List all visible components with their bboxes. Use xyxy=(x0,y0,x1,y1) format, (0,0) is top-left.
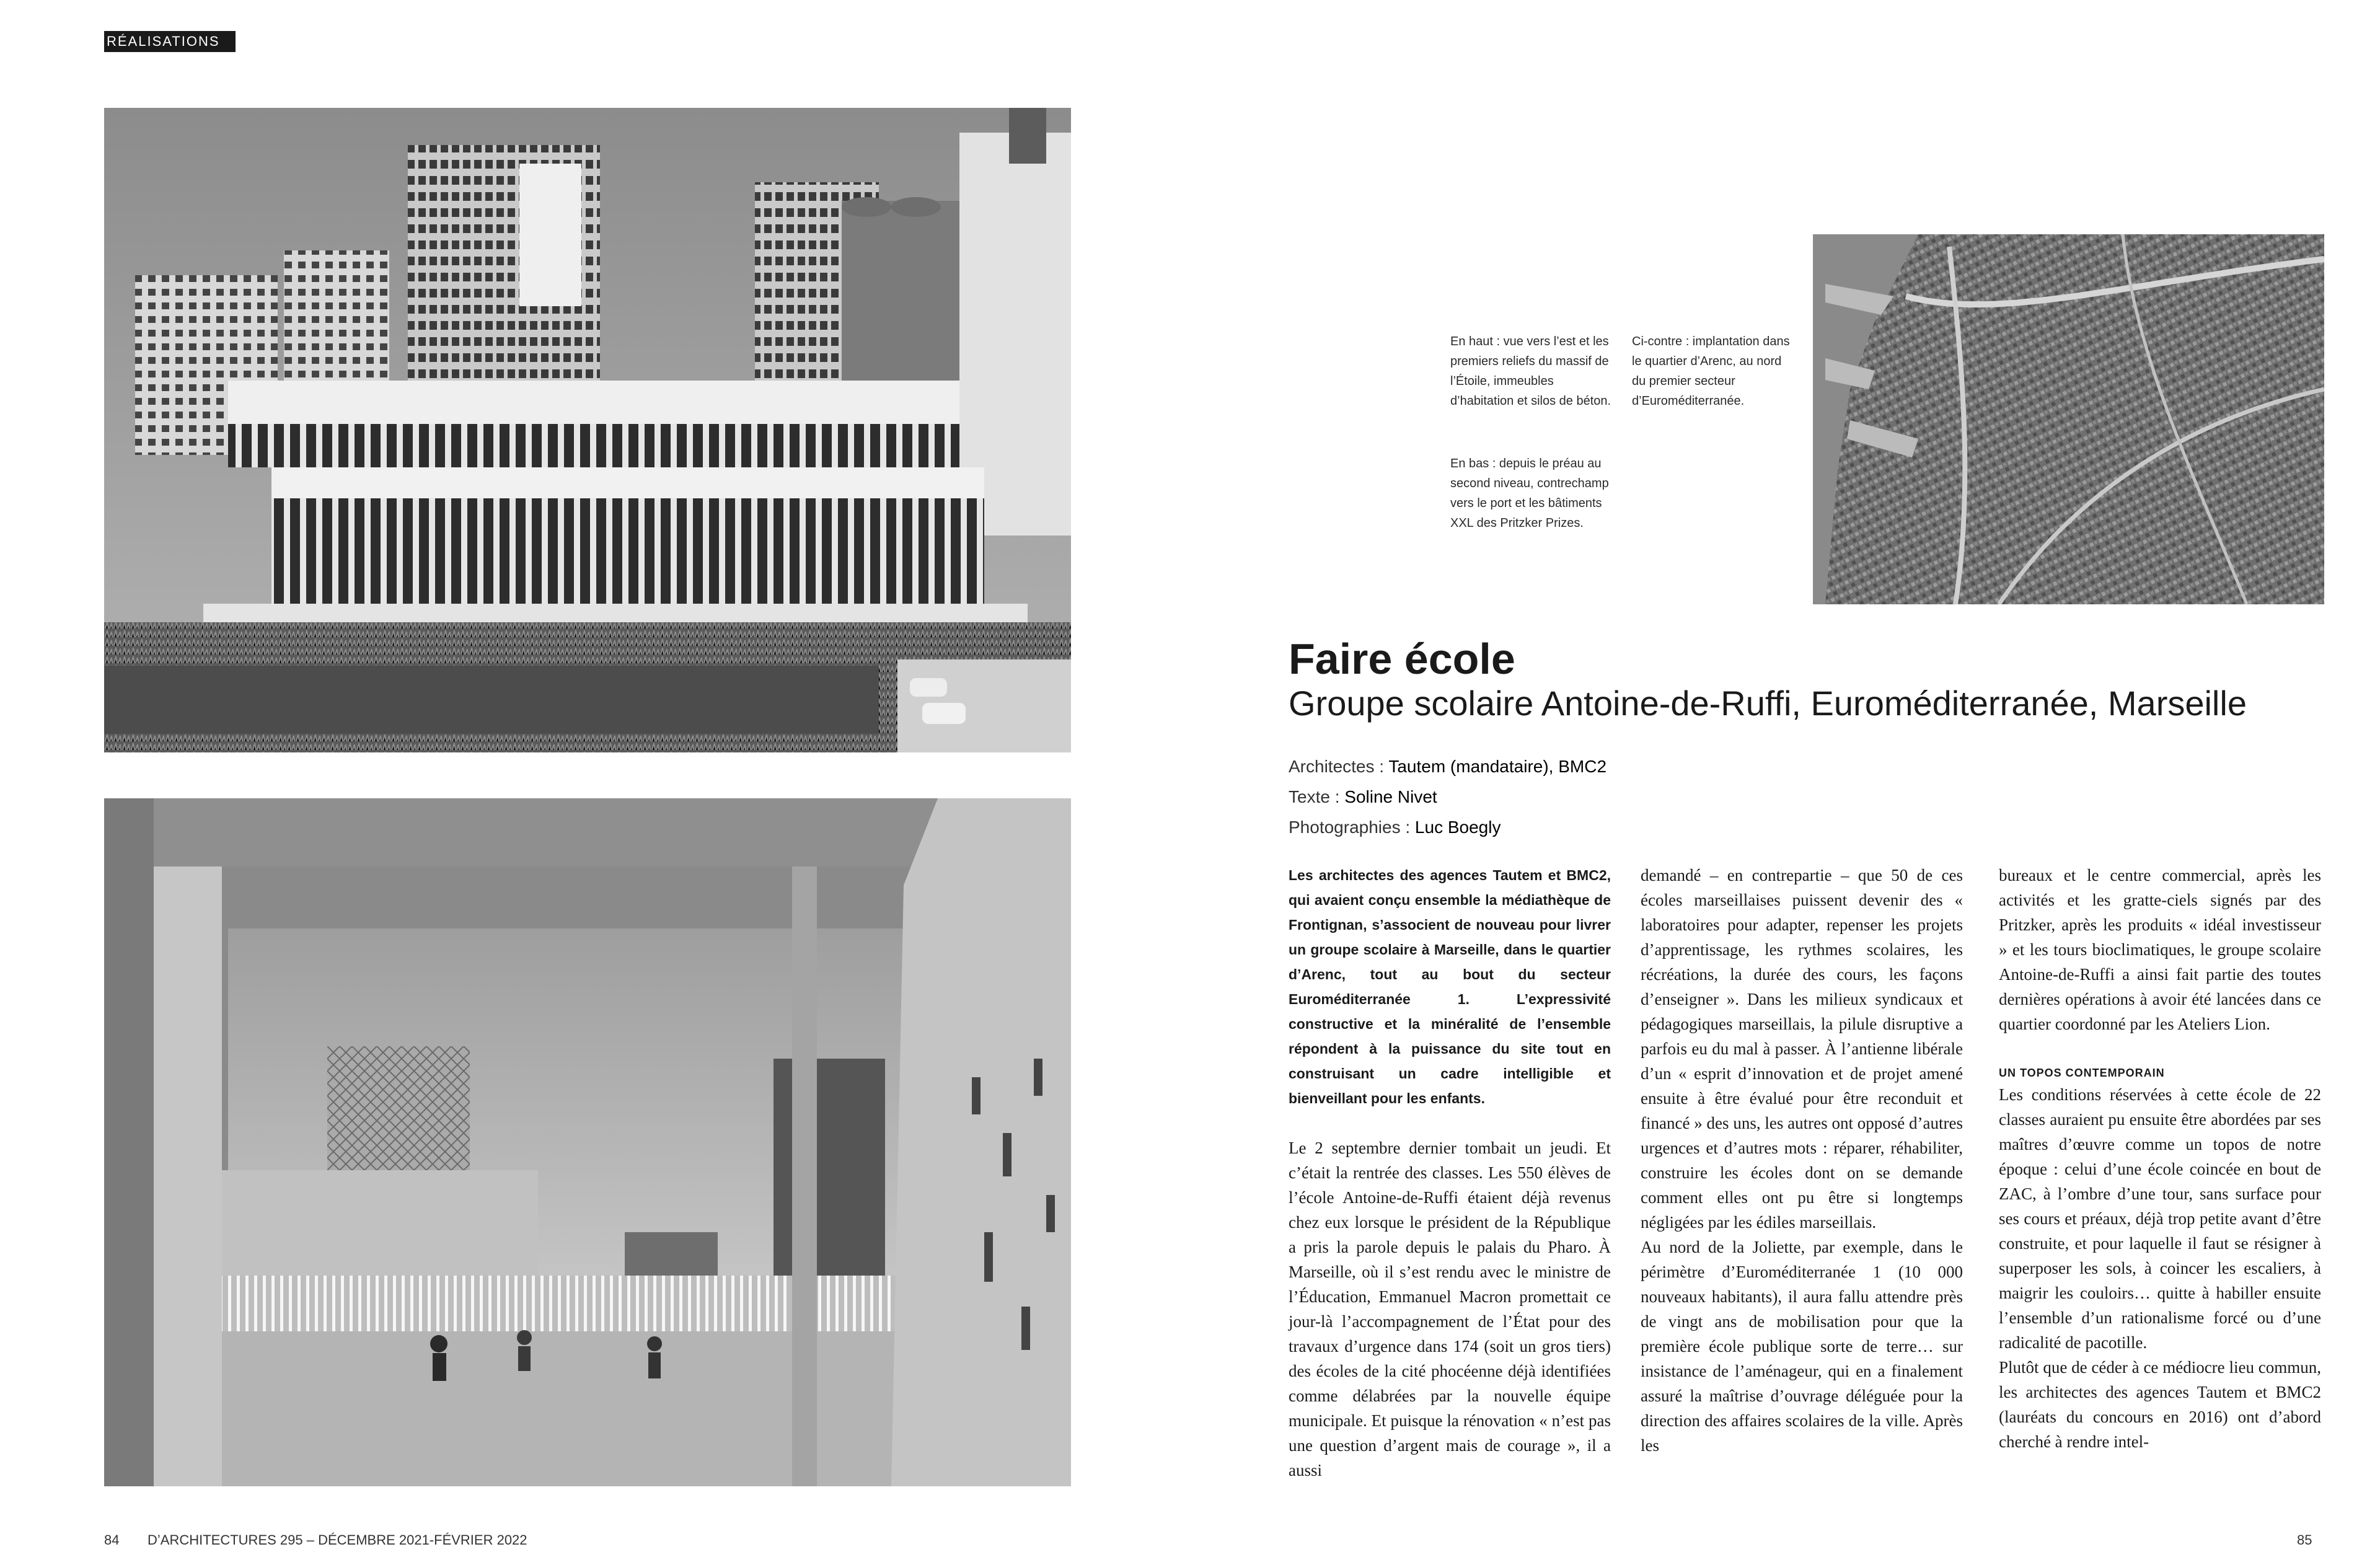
body-paragraph: demandé – en contrepartie – que 50 de ces écoles marseillaises puissent devenir des « laboratoires pour adapter, repenser les projets d’apprentissage, les rythmes scolaires, les récréations, la durée des cours, les façons d’enseigner ». Dans les milieux syndicaux et pédagogiques marseillais, la pilule disruptive a parfois eu du mal à passer. À l’antienne libérale d’un « esprit d’innovation et de projet amené ensuite à être évalué pour être reconduit et financé » des uns, les autres ont opposé d’autres urgences et d’autres mots : réparer, réhabiliter, construire les écoles dont on se demande comment elles ont pu être si longtemps négligées par les édiles marseillais. xyxy=(1641,866,1963,1232)
credit-photographs-label: Photographies : xyxy=(1289,818,1415,837)
credit-architects xyxy=(1289,754,1606,779)
body-paragraph: Le 2 septembre dernier tombait un jeudi. Et c’était la rentrée des classes. Les 550 élèves de l’école Antoine-de-Ruffi étaient déjà revenus chez eux lorsque le président de la République a pris la parole depuis le palais du Pharo. À Marseille, où il s’est rendu avec le ministre de l’Éducation, Emmanuel Macron promettait ce jour-là l’accompagnement de l’État pour des travaux d’urgence dans 174 (soit un gros tiers) des écoles de la cité phocéenne déjà identifiées comme délabrées par la nouvelle équipe municipale. Et puisque la rénovation « n’est pas une question d’argent mais de courage », il a aussi xyxy=(1289,1139,1611,1479)
body-paragraph: Plutôt que de céder à ce médiocre lieu commun, les architectes des agences Tautem et BMC2 (lauréats du concours en 2016) ont d’abord cherché à rendre intel- xyxy=(1999,1358,2321,1451)
credit-photographs xyxy=(1289,815,1501,840)
credit-text-value: Soline Nivet xyxy=(1344,787,1437,806)
page-number-right: 85 xyxy=(2297,1532,2312,1548)
credit-text-label: Texte : xyxy=(1289,787,1345,806)
section-tag: RÉALISATIONS xyxy=(104,31,236,52)
publication-footer: D’ARCHITECTURES 295 – DÉCEMBRE 2021-FÉVRIER 2022 xyxy=(148,1532,527,1548)
photo-aerial-map xyxy=(1813,234,2324,604)
credit-architects-label: Architectes : xyxy=(1289,757,1389,776)
photo-school-facade xyxy=(104,108,1071,752)
credit-text xyxy=(1289,785,1437,809)
body-paragraph: bureaux et le centre commercial, après les activités et les gratte-ciels signés par des Pritzker, après les produits « idéal investisseur » et les tours bioclimatiques, le groupe scolaire Antoine-de-Ruffi a ainsi fait partie des toutes dernières opérations à avoir été lancées dans ce quartier coordonné par les Ateliers Lion. xyxy=(1999,866,2321,1033)
body-paragraph: Au nord de la Joliette, par exemple, dans le périmètre d’Euroméditerranée 1 (10 000 nouveaux habitants), il aura fallu attendre près de vingt ans de mobilisation pour que la première école publique sorte de terre… sur insistance de l’aménageur, qui en a finalement assuré la maîtrise d’ouvrage déléguée pour la direction des affaires scolaires de la ville. Après les xyxy=(1641,1238,1963,1455)
credit-architects-value: Tautem (mandataire), BMC2 xyxy=(1388,757,1607,776)
caption-map: Ci-contre : implantation dans le quartier d’Arenc, au nord du premier secteur d’Euroméditerranée. xyxy=(1632,335,1790,408)
body-column-1 xyxy=(1289,863,1611,1483)
photo-playground-preau xyxy=(104,798,1071,1486)
page-number-left: 84 xyxy=(104,1532,120,1548)
article-subtitle: Groupe scolaire Antoine-de-Ruffi, Euroméditerranée, Marseille xyxy=(1289,684,2247,723)
lead-paragraph: Les architectes des agences Tautem et BMC2, qui avaient conçu ensemble la médiathèque de Frontignan, s’associent de nouveau pour livrer un groupe scolaire à Marseille, dans le quartier d’Arenc, tout au bout du secteur Euroméditerranée 1. L’expressivité constructive et la minéralité de l’ensemble répondent à la puissance du site tout en construisant un cadre intelligible et bienveillant pour les enfants. xyxy=(1289,867,1611,1106)
body-column-2 xyxy=(1641,863,1963,1458)
body-column-3 xyxy=(1999,863,2321,1454)
article-title: Faire école xyxy=(1289,635,1515,683)
caption-top-photo: En haut : vue vers l’est et les premiers reliefs du massif de l’Étoile, immeubles d’habitation et silos de béton. xyxy=(1450,335,1611,408)
caption-bottom-photo: En bas : depuis le préau au second niveau, contrechamp vers le port et les bâtiments XXL des Pritzker Prizes. xyxy=(1450,457,1609,530)
section-subheading: UN TOPOS CONTEMPORAIN xyxy=(1999,1067,2165,1079)
credit-photographs-value: Luc Boegly xyxy=(1414,818,1501,837)
body-paragraph: Les conditions réservées à cette école de 22 classes auraient pu ensuite être abordées par ses maîtres d’œuvre comme un topos de notre époque : celui d’une école coincée en bout de ZAC, à l’ombre d’une tour, sans surface pour ses cours et préaux, déjà trop petite avant d’être construite, et pour laquelle il faut se résigner à superposer les sols, à coincer les escaliers, à maigrir les couloirs… quitte à habiller ensuite l’ensemble d’un rationalisme forcé ou d’une radicalité de pacotille. xyxy=(1999,1085,2321,1352)
